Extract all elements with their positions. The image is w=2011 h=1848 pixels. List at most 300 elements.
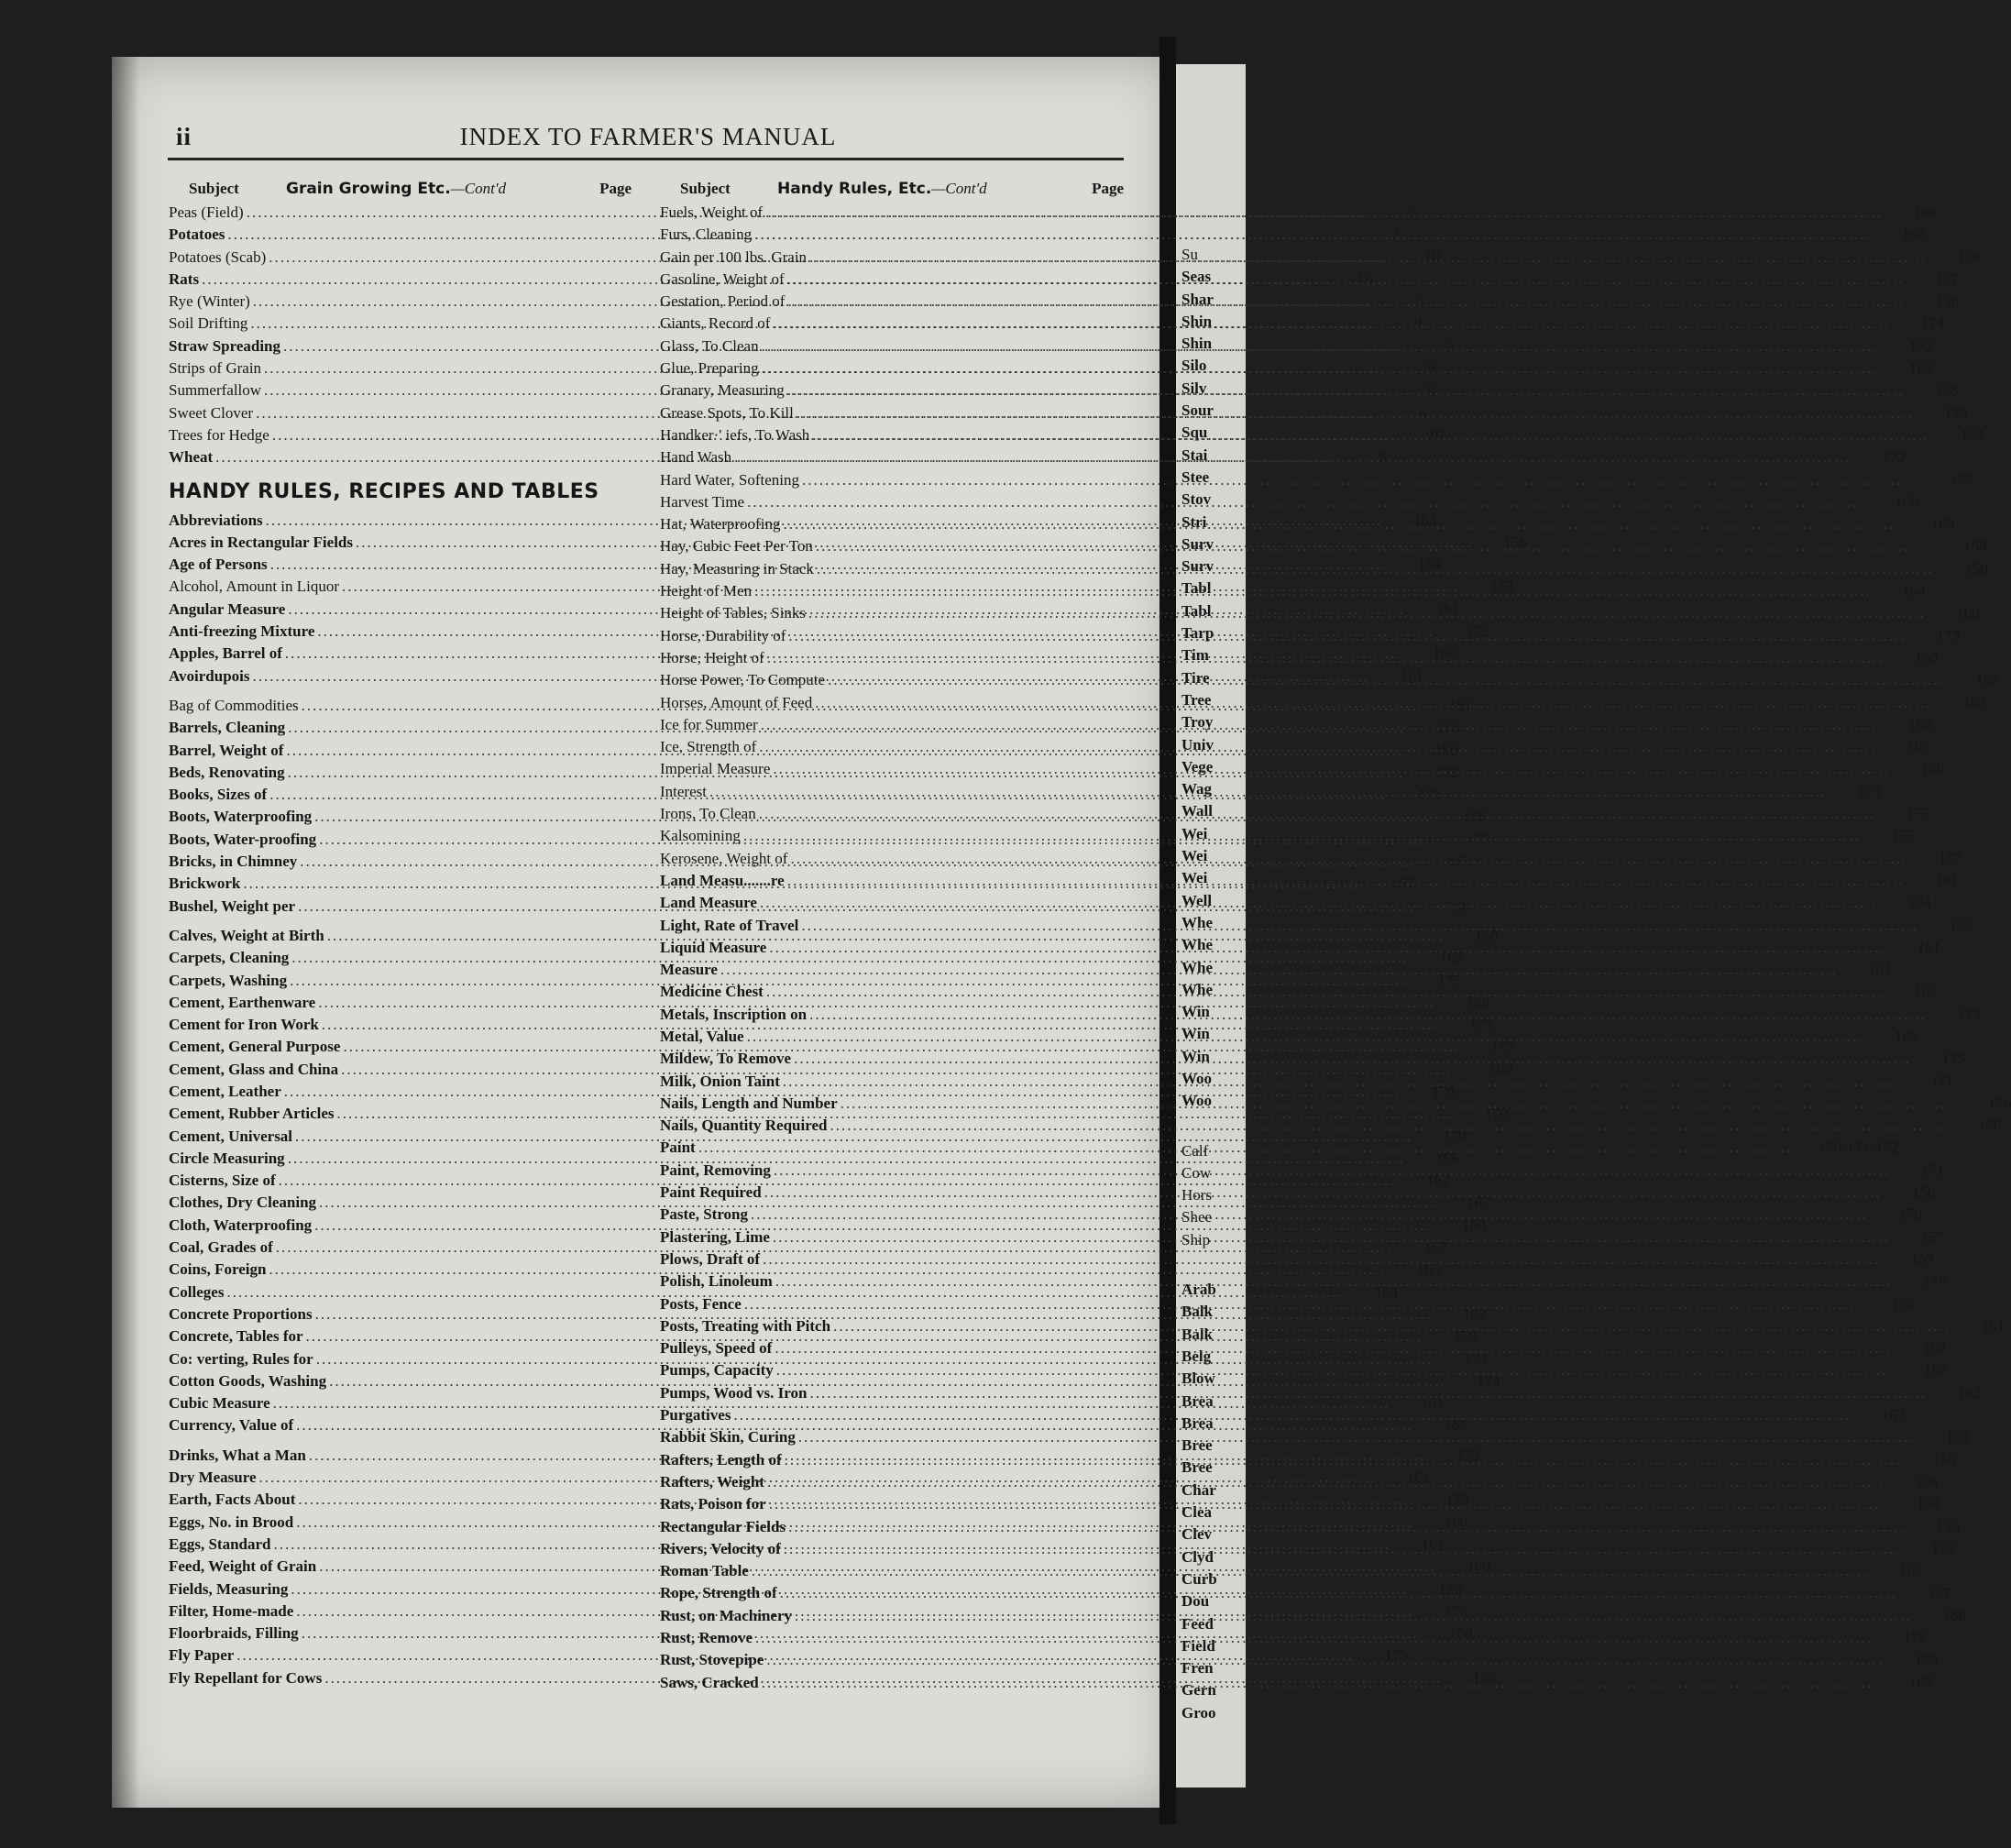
entry-label: Pumps, Capacity xyxy=(660,1361,774,1380)
entry-label: Rye (Winter) xyxy=(169,292,250,311)
entry-page-number: 157 xyxy=(1920,1227,1944,1246)
entry-label: Carpets, Washing xyxy=(169,971,288,989)
entry-label: Land Measu.......re xyxy=(660,871,785,889)
entry-page-number: 161 xyxy=(1421,1534,1445,1553)
entry-label: Strips of Grain xyxy=(169,359,262,378)
entry-page-number: 175 xyxy=(1467,830,1490,848)
entry-page-number: 160 xyxy=(1444,1512,1467,1531)
entry-page-number: 160 xyxy=(1913,204,1937,221)
entry-label: Handker·' iefs, To Wash xyxy=(660,425,810,444)
entry-page-number: 175 xyxy=(1437,971,1461,989)
entry-page-number: 5 xyxy=(1416,292,1424,311)
entry-label: Fly Paper xyxy=(169,1646,235,1665)
entry-page-number: 156 xyxy=(1438,1579,1463,1598)
entry-label: Apples, Barrel of xyxy=(169,644,282,663)
entry-page-number: 175 xyxy=(1435,719,1459,737)
entry-label: Cisterns, Size of xyxy=(169,1172,276,1190)
entry-page-number: 160 xyxy=(1907,715,1932,733)
fragment-text: Well xyxy=(1181,891,1213,909)
entry-page-number: 5 xyxy=(1379,448,1387,467)
index-entry xyxy=(660,202,1937,224)
entry-label: Horse, Durability of xyxy=(660,626,786,644)
entry-label: Hat, Waterproofing xyxy=(660,515,781,534)
dot-leader xyxy=(759,803,1876,825)
dot-leader xyxy=(747,491,1864,513)
entry-page-number: 157 xyxy=(1927,1584,1951,1602)
dot-leader xyxy=(801,915,1918,937)
entry-label: Cement, Universal xyxy=(169,1127,293,1145)
entry-page-number: 158 xyxy=(1915,648,1939,666)
fragment-text: Shar xyxy=(1181,290,1214,308)
entry-page-number: 175 xyxy=(1891,827,1915,845)
entry-label: Cement, General Purpose xyxy=(169,1038,341,1056)
fragment-text: Wei xyxy=(1181,847,1208,865)
entry-label: Height of Men xyxy=(660,582,753,600)
entry-label: Horse Power, To Compute xyxy=(660,671,826,689)
entry-label: Paint xyxy=(660,1138,696,1157)
dot-leader xyxy=(754,224,1872,246)
entry-page-number: 162 xyxy=(1922,1339,1947,1358)
fragment-text: Cow xyxy=(1181,1163,1212,1182)
entry-page-number: 168 xyxy=(1902,226,1926,244)
entry-page-number: 170 xyxy=(1923,1272,1947,1291)
dot-leader xyxy=(767,1471,1885,1493)
entry-page-number: 165 xyxy=(1899,1562,1923,1580)
dot-leader xyxy=(783,1071,1900,1093)
entry-label: Liquid Measure xyxy=(660,938,767,956)
entry-page-number: 7 xyxy=(1390,226,1400,244)
fragment-text: Clev xyxy=(1181,1525,1213,1544)
section-label: Handy Rules, Etc.—Cont'd xyxy=(777,180,987,198)
entry-label: Milk, Onion Taint xyxy=(660,1072,780,1090)
entry-label: Horse, Height of xyxy=(660,648,764,666)
fragment-text: Belg xyxy=(1181,1347,1212,1365)
entry-label: Hard Water, Softening xyxy=(660,470,800,489)
page-title: INDEX TO FARMER'S MANUAL xyxy=(459,123,837,150)
fragment-text: Brea xyxy=(1181,1392,1214,1410)
dot-leader xyxy=(797,402,1914,424)
entry-page-number: 165 xyxy=(1416,1260,1441,1279)
dot-leader xyxy=(754,580,1872,602)
fragment-text: Bree xyxy=(1181,1436,1213,1455)
entry-page-number: 158 xyxy=(1957,248,1981,266)
fragment-text: Whe xyxy=(1181,958,1213,976)
entry-page-number: 173 xyxy=(1944,403,1968,422)
page-label: Page xyxy=(599,180,632,197)
entry-label: Rafters, Weight xyxy=(660,1472,764,1490)
fragment-text: Tree xyxy=(1181,690,1212,709)
fragment-text: Whe xyxy=(1181,913,1213,931)
entry-label: Peas (Field) xyxy=(169,204,244,221)
entry-label: Boots, Water-proofing xyxy=(169,830,317,848)
entry-page-number: 173 xyxy=(1857,782,1881,800)
entry-label: Rust, Stovepipe xyxy=(660,1651,764,1669)
group-spacer xyxy=(169,918,632,925)
entry-page-number: 170 xyxy=(1443,1127,1467,1145)
entry-label: Kerosene, Weight of xyxy=(660,849,788,867)
entry-page-number: 162 xyxy=(1425,1172,1450,1190)
entry-page-number: 157 xyxy=(1975,671,1999,689)
entry-page-number: 175 xyxy=(1384,1646,1409,1665)
entry-label: Cubic Measure xyxy=(169,1394,270,1413)
entry-label: Colleges xyxy=(169,1282,225,1301)
entry-page-number: 160 xyxy=(1956,604,1980,622)
fragment-text: Silv xyxy=(1181,379,1207,397)
entry-page-number: 165 xyxy=(1907,738,1931,756)
dot-leader xyxy=(780,1582,1897,1604)
dot-leader xyxy=(767,647,1885,669)
entry-label: Land Measure xyxy=(660,894,757,912)
entry-page-number: 172 xyxy=(1903,1629,1927,1646)
entry-page-number: 158 xyxy=(1964,559,1988,578)
entry-label: Rivers, Velocity of xyxy=(660,1539,781,1557)
dot-leader xyxy=(760,892,1877,914)
entry-page-number: 158 xyxy=(1472,1668,1497,1687)
entry-page-number: 174 xyxy=(1463,1349,1488,1368)
dot-leader xyxy=(762,358,1879,380)
entry-label: Circle Measuring xyxy=(169,1149,285,1167)
index-entry xyxy=(660,224,1926,246)
entry-label: Glue, Preparing xyxy=(660,359,759,378)
dot-leader xyxy=(795,1605,1912,1627)
entry-page-number: 158 xyxy=(1445,896,1469,915)
entry-page-number: 161 xyxy=(1868,961,1892,979)
entry-page-number: 168 xyxy=(1462,808,1486,826)
entry-label: Bricks, in Chimney xyxy=(169,852,298,871)
entry-label: Paint Required xyxy=(660,1183,762,1202)
section-heading: HANDY RULES, RECIPES AND TABLES xyxy=(169,479,599,503)
dot-leader xyxy=(790,848,1907,870)
entry-label: Clothes, Dry Cleaning xyxy=(169,1194,317,1212)
fragment-text: Blow xyxy=(1181,1370,1215,1388)
dot-leader xyxy=(775,1270,1893,1292)
entry-page-number: 172 xyxy=(1490,1038,1515,1056)
entry-page-number: 167 xyxy=(1914,983,1938,1001)
entry-page-number: 161 xyxy=(1934,871,1959,889)
entry-page-number: 157 xyxy=(1390,874,1415,893)
dot-leader xyxy=(752,1560,1869,1582)
entry-label: Soil Drifting xyxy=(169,314,248,333)
entry-label: Rust, on Machinery xyxy=(660,1606,793,1624)
entry-label: Fly Repellant for Cows xyxy=(169,1668,323,1687)
entry-label: Hand Wash xyxy=(660,448,732,467)
entry-label: Hay, Cubic Feet Per Ton xyxy=(660,537,813,556)
entry-label: Measure xyxy=(660,961,718,979)
entry-page-number: 9 xyxy=(1427,359,1435,378)
entry-label: Glass, To Clean xyxy=(660,336,759,355)
entry-page-number: 165 xyxy=(1444,1416,1467,1435)
fragment-text: Surv xyxy=(1181,557,1214,576)
entry-label: Calves, Weight at Birth xyxy=(169,926,324,944)
entry-label: Cement, Earthenware xyxy=(169,993,316,1011)
fragment-text: Shin xyxy=(1181,312,1213,330)
entry-label: Furs, Cleaning xyxy=(660,226,753,244)
entry-label: Feed, Weight of Grain xyxy=(169,1557,317,1576)
entry-page-number: 174 xyxy=(1477,1371,1500,1390)
dot-leader xyxy=(769,937,1886,959)
entry-label: Giants, Record of xyxy=(660,314,771,333)
page-label: Page xyxy=(1092,180,1124,197)
dot-leader xyxy=(788,625,1906,647)
fragment-text: Su xyxy=(1181,246,1198,263)
fragment-text: Surv xyxy=(1181,534,1214,553)
entry-label: Nails, Length and Number xyxy=(660,1094,838,1112)
dot-leader xyxy=(751,1204,1868,1226)
entry-page-number: 172 xyxy=(1465,622,1489,641)
entry-label: Earth, Facts About xyxy=(169,1490,296,1509)
entry-label: Dry Measure xyxy=(169,1468,257,1487)
entry-page-number: 161 xyxy=(1420,1394,1445,1413)
fragment-text: Win xyxy=(1181,1003,1210,1021)
entry-label: Carpets, Cleaning xyxy=(169,949,290,967)
fragment-text: Arab xyxy=(1181,1281,1216,1299)
entry-label: Potatoes xyxy=(169,226,225,244)
entry-label: Light, Rate of Travel xyxy=(660,916,799,934)
entry-page-number: 157 xyxy=(1938,849,1962,867)
dot-leader xyxy=(784,1538,1901,1560)
dot-leader xyxy=(809,1004,1927,1026)
entry-page-number: 165 xyxy=(1894,1027,1918,1045)
entry-page-number: 167 xyxy=(1908,1673,1933,1691)
entry-page-number: 157 xyxy=(1934,270,1959,288)
entry-page-number: 169 xyxy=(1908,359,1933,378)
dot-leader xyxy=(788,1516,1906,1538)
entry-label: Posts, Treating with Pitch xyxy=(660,1316,831,1335)
entry-page-number: 175 xyxy=(1906,805,1930,823)
entry-label: Age of Persons xyxy=(169,556,268,574)
entry-page-number: 164 xyxy=(1417,556,1442,574)
fragment-text: Seas xyxy=(1181,268,1212,286)
dot-leader xyxy=(787,870,1905,892)
entry-page-number: 174 xyxy=(1920,314,1945,333)
entry-label: Barrel, Weight of xyxy=(169,741,284,759)
entry-label: Metals, Inscription on xyxy=(660,1005,808,1023)
entry-label: Nails, Quantity Required xyxy=(660,1116,828,1135)
entry-page-number: 175 xyxy=(1444,1601,1468,1620)
dot-leader xyxy=(762,336,1879,358)
subject-label: Subject xyxy=(680,180,731,197)
fragment-text: Clyd xyxy=(1181,1547,1214,1566)
entry-page-number: 170 xyxy=(1484,1105,1509,1123)
entry-page-number: 168 xyxy=(1448,1624,1473,1643)
entry-label: Interest xyxy=(660,782,707,800)
entry-label: Purgatives xyxy=(660,1406,731,1424)
entry-page-number: 173 xyxy=(1936,626,1961,644)
entry-label: Polish, Linoleum xyxy=(660,1272,773,1291)
dot-leader xyxy=(798,1426,1916,1448)
entry-page-number: 9 xyxy=(1446,336,1455,355)
entry-page-number: 160 xyxy=(1920,760,1945,778)
entry-label: Medicine Chest xyxy=(660,983,764,1001)
entry-label: Pulleys, Speed of xyxy=(660,1339,773,1358)
dot-leader xyxy=(769,1493,1886,1515)
entry-page-number: 169 xyxy=(1946,1428,1970,1446)
fragment-text: Stov xyxy=(1181,490,1212,509)
entry-page-number: 160 xyxy=(1462,1216,1486,1234)
entry-page-number: 171 xyxy=(1921,1160,1945,1179)
fragment-text: Tabl xyxy=(1181,579,1212,598)
entry-label: Imperial Measure xyxy=(660,760,771,778)
dot-leader xyxy=(815,692,1932,714)
entry-label: Filter, Home-made xyxy=(169,1601,294,1620)
fragment-text: Calf xyxy=(1181,1141,1209,1160)
fragment-text: Curb xyxy=(1181,1569,1217,1588)
entry-page-number: 172 xyxy=(1908,336,1933,355)
dot-leader xyxy=(787,380,1905,402)
entry-page-number: 173 xyxy=(1417,786,1441,804)
entry-page-number: 161 xyxy=(1917,938,1941,956)
dot-leader xyxy=(828,669,1945,691)
entry-page-number: 156 xyxy=(1936,1517,1960,1535)
fragment-text: Char xyxy=(1181,1480,1216,1499)
fragment-text: Feed xyxy=(1181,1614,1214,1633)
fragment-text: Win xyxy=(1181,1047,1210,1065)
fragment-text: Groo xyxy=(1181,1703,1216,1722)
dot-leader xyxy=(747,1026,1864,1048)
entry-page-number: 173 xyxy=(1957,1005,1981,1023)
entry-page-number: 10 xyxy=(1357,270,1373,288)
entry-label: Paint, Removing xyxy=(660,1160,771,1179)
dot-leader xyxy=(709,781,1827,803)
entry-page-number: 163 xyxy=(1962,693,1986,711)
dot-leader xyxy=(775,1337,1892,1359)
entry-label: Height of Tables, Sinks xyxy=(660,604,807,622)
entry-page-number: 10 xyxy=(1427,425,1444,444)
entry-label: Angular Measure xyxy=(169,600,286,618)
entry-page-number: 175 xyxy=(1941,1050,1965,1068)
fragment-text: Fren xyxy=(1181,1659,1214,1678)
dot-leader xyxy=(698,1137,1816,1159)
entry-page-number: 9 xyxy=(1413,314,1423,333)
dot-leader xyxy=(766,1649,1884,1671)
entry-label: Cement, Glass and China xyxy=(169,1060,339,1078)
fragment-text: Woo xyxy=(1181,1092,1213,1110)
entry-label: Barrels, Cleaning xyxy=(169,719,286,737)
entry-page-number: 161 xyxy=(1400,666,1424,685)
entry-label: Sweet Clover xyxy=(169,403,254,422)
entry-label: Roman Table xyxy=(660,1562,749,1580)
entry-label: Coins, Foreign xyxy=(169,1260,267,1279)
entry-page-number: 157 xyxy=(1423,1238,1447,1257)
dot-leader xyxy=(841,1093,1958,1115)
entry-page-number: 161 xyxy=(1406,1468,1431,1487)
dot-leader xyxy=(808,602,1926,624)
fragment-text: Vege xyxy=(1181,757,1214,776)
entry-page-number: 10 xyxy=(1423,248,1440,266)
dot-leader xyxy=(733,1404,1851,1426)
entry-page-number: 160 xyxy=(1433,644,1456,663)
entry-page-number: 159 xyxy=(1453,1327,1478,1346)
dot-leader xyxy=(774,1160,1891,1182)
fragment-text: Sour xyxy=(1181,402,1214,420)
entry-page-number: 170-171-172 xyxy=(1818,1138,1899,1157)
dot-leader xyxy=(763,1248,1880,1270)
entry-label: Plastering, Lime xyxy=(660,1227,770,1246)
entry-page-number: 173 xyxy=(1489,578,1513,596)
fragment-text: Silo xyxy=(1181,357,1207,375)
entry-label: Fields, Measuring xyxy=(169,1579,289,1598)
entry-page-number: 172 xyxy=(1882,448,1906,467)
entry-label: Boots, Waterproofing xyxy=(169,808,313,826)
entry-page-number: 173 xyxy=(1456,1446,1480,1464)
dot-leader xyxy=(764,1182,1882,1204)
entry-page-number: 175 xyxy=(1950,470,1973,489)
entry-label: Summerfallow xyxy=(169,381,262,400)
fragment-text: Wei xyxy=(1181,869,1208,887)
fragment-text: Hors xyxy=(1181,1186,1213,1204)
header-rule xyxy=(168,158,1124,160)
dot-leader xyxy=(816,535,1933,557)
entry-page-number: 156 xyxy=(1892,1294,1916,1313)
entry-label: Grease Spots, To Kill xyxy=(660,403,794,422)
spine-shadow xyxy=(112,57,139,1808)
entry-label: Kalsomining xyxy=(660,827,741,845)
group-spacer xyxy=(169,1437,632,1445)
entry-label: Harvest Time xyxy=(660,492,745,511)
entry-label: Gain per 100 lbs. Grain xyxy=(660,248,808,266)
entry-label: Bushel, Weight per xyxy=(169,896,296,915)
entry-label: Drinks, What a Man xyxy=(169,1446,306,1464)
entry-page-number: 168 xyxy=(1439,949,1464,967)
dot-leader xyxy=(783,513,1900,535)
fragment-text: Tim xyxy=(1181,646,1209,665)
subject-label: Subject xyxy=(189,180,239,197)
right-column-header xyxy=(660,180,1124,202)
entry-page-number: 158 xyxy=(1935,381,1959,400)
entry-label: Co: verting, Rules for xyxy=(169,1349,313,1368)
dot-leader xyxy=(776,1359,1894,1381)
page-number: ii xyxy=(176,123,192,150)
entry-label: Trees for Hedge xyxy=(169,425,269,444)
entry-label: Mildew, To Remove xyxy=(660,1050,792,1068)
entry-page-number: 5 xyxy=(1409,204,1418,221)
entry-label: Acres in Rectangular Fields xyxy=(169,533,353,551)
entry-label: Abbreviations xyxy=(169,511,263,529)
dot-leader xyxy=(762,1672,1879,1694)
entry-page-number: 168 xyxy=(1942,1606,1966,1624)
entry-label: Straw Spreading xyxy=(169,336,281,355)
entry-page-number: 175 xyxy=(1914,1651,1939,1669)
dot-leader xyxy=(812,424,1929,446)
dot-leader xyxy=(833,1315,1951,1337)
fragment-text: Shin xyxy=(1181,335,1213,353)
entry-page-number: 156 xyxy=(1977,1116,2002,1135)
entry-label: Cotton Goods, Washing xyxy=(169,1371,327,1390)
entry-page-number: 156 xyxy=(1434,1149,1459,1167)
dot-leader xyxy=(720,959,1838,981)
left-column-header xyxy=(169,180,632,202)
entry-label: Concrete, Tables for xyxy=(169,1327,303,1346)
fragment-text: Woo xyxy=(1181,1069,1213,1087)
fragment-text: Win xyxy=(1181,1025,1210,1043)
fragment-text: Tire xyxy=(1181,668,1210,687)
entry-page-number: 161 xyxy=(1435,600,1460,618)
entry-label: Plows, Draft of xyxy=(660,1249,761,1268)
entry-label: Fuels, Weight of xyxy=(660,204,764,221)
entry-label: Saws, Cracked xyxy=(660,1673,759,1691)
dot-leader xyxy=(787,291,1905,313)
entry-label: Rats, Poison for xyxy=(660,1495,766,1513)
entry-page-number: 156 xyxy=(1911,1183,1936,1202)
entry-label: Paste, Strong xyxy=(660,1205,749,1224)
entry-label: Ice for Summer xyxy=(660,715,758,733)
entry-label: Gasoline, Weight of xyxy=(660,270,785,288)
entry-label: Potatoes (Scab) xyxy=(169,248,267,266)
entry-label: Alcohol, Amount in Liquor xyxy=(169,578,340,596)
fragment-text: Dou xyxy=(1181,1592,1210,1611)
entry-label: Granary, Measuring xyxy=(660,381,785,400)
entry-page-number: 169 xyxy=(1489,1060,1512,1078)
